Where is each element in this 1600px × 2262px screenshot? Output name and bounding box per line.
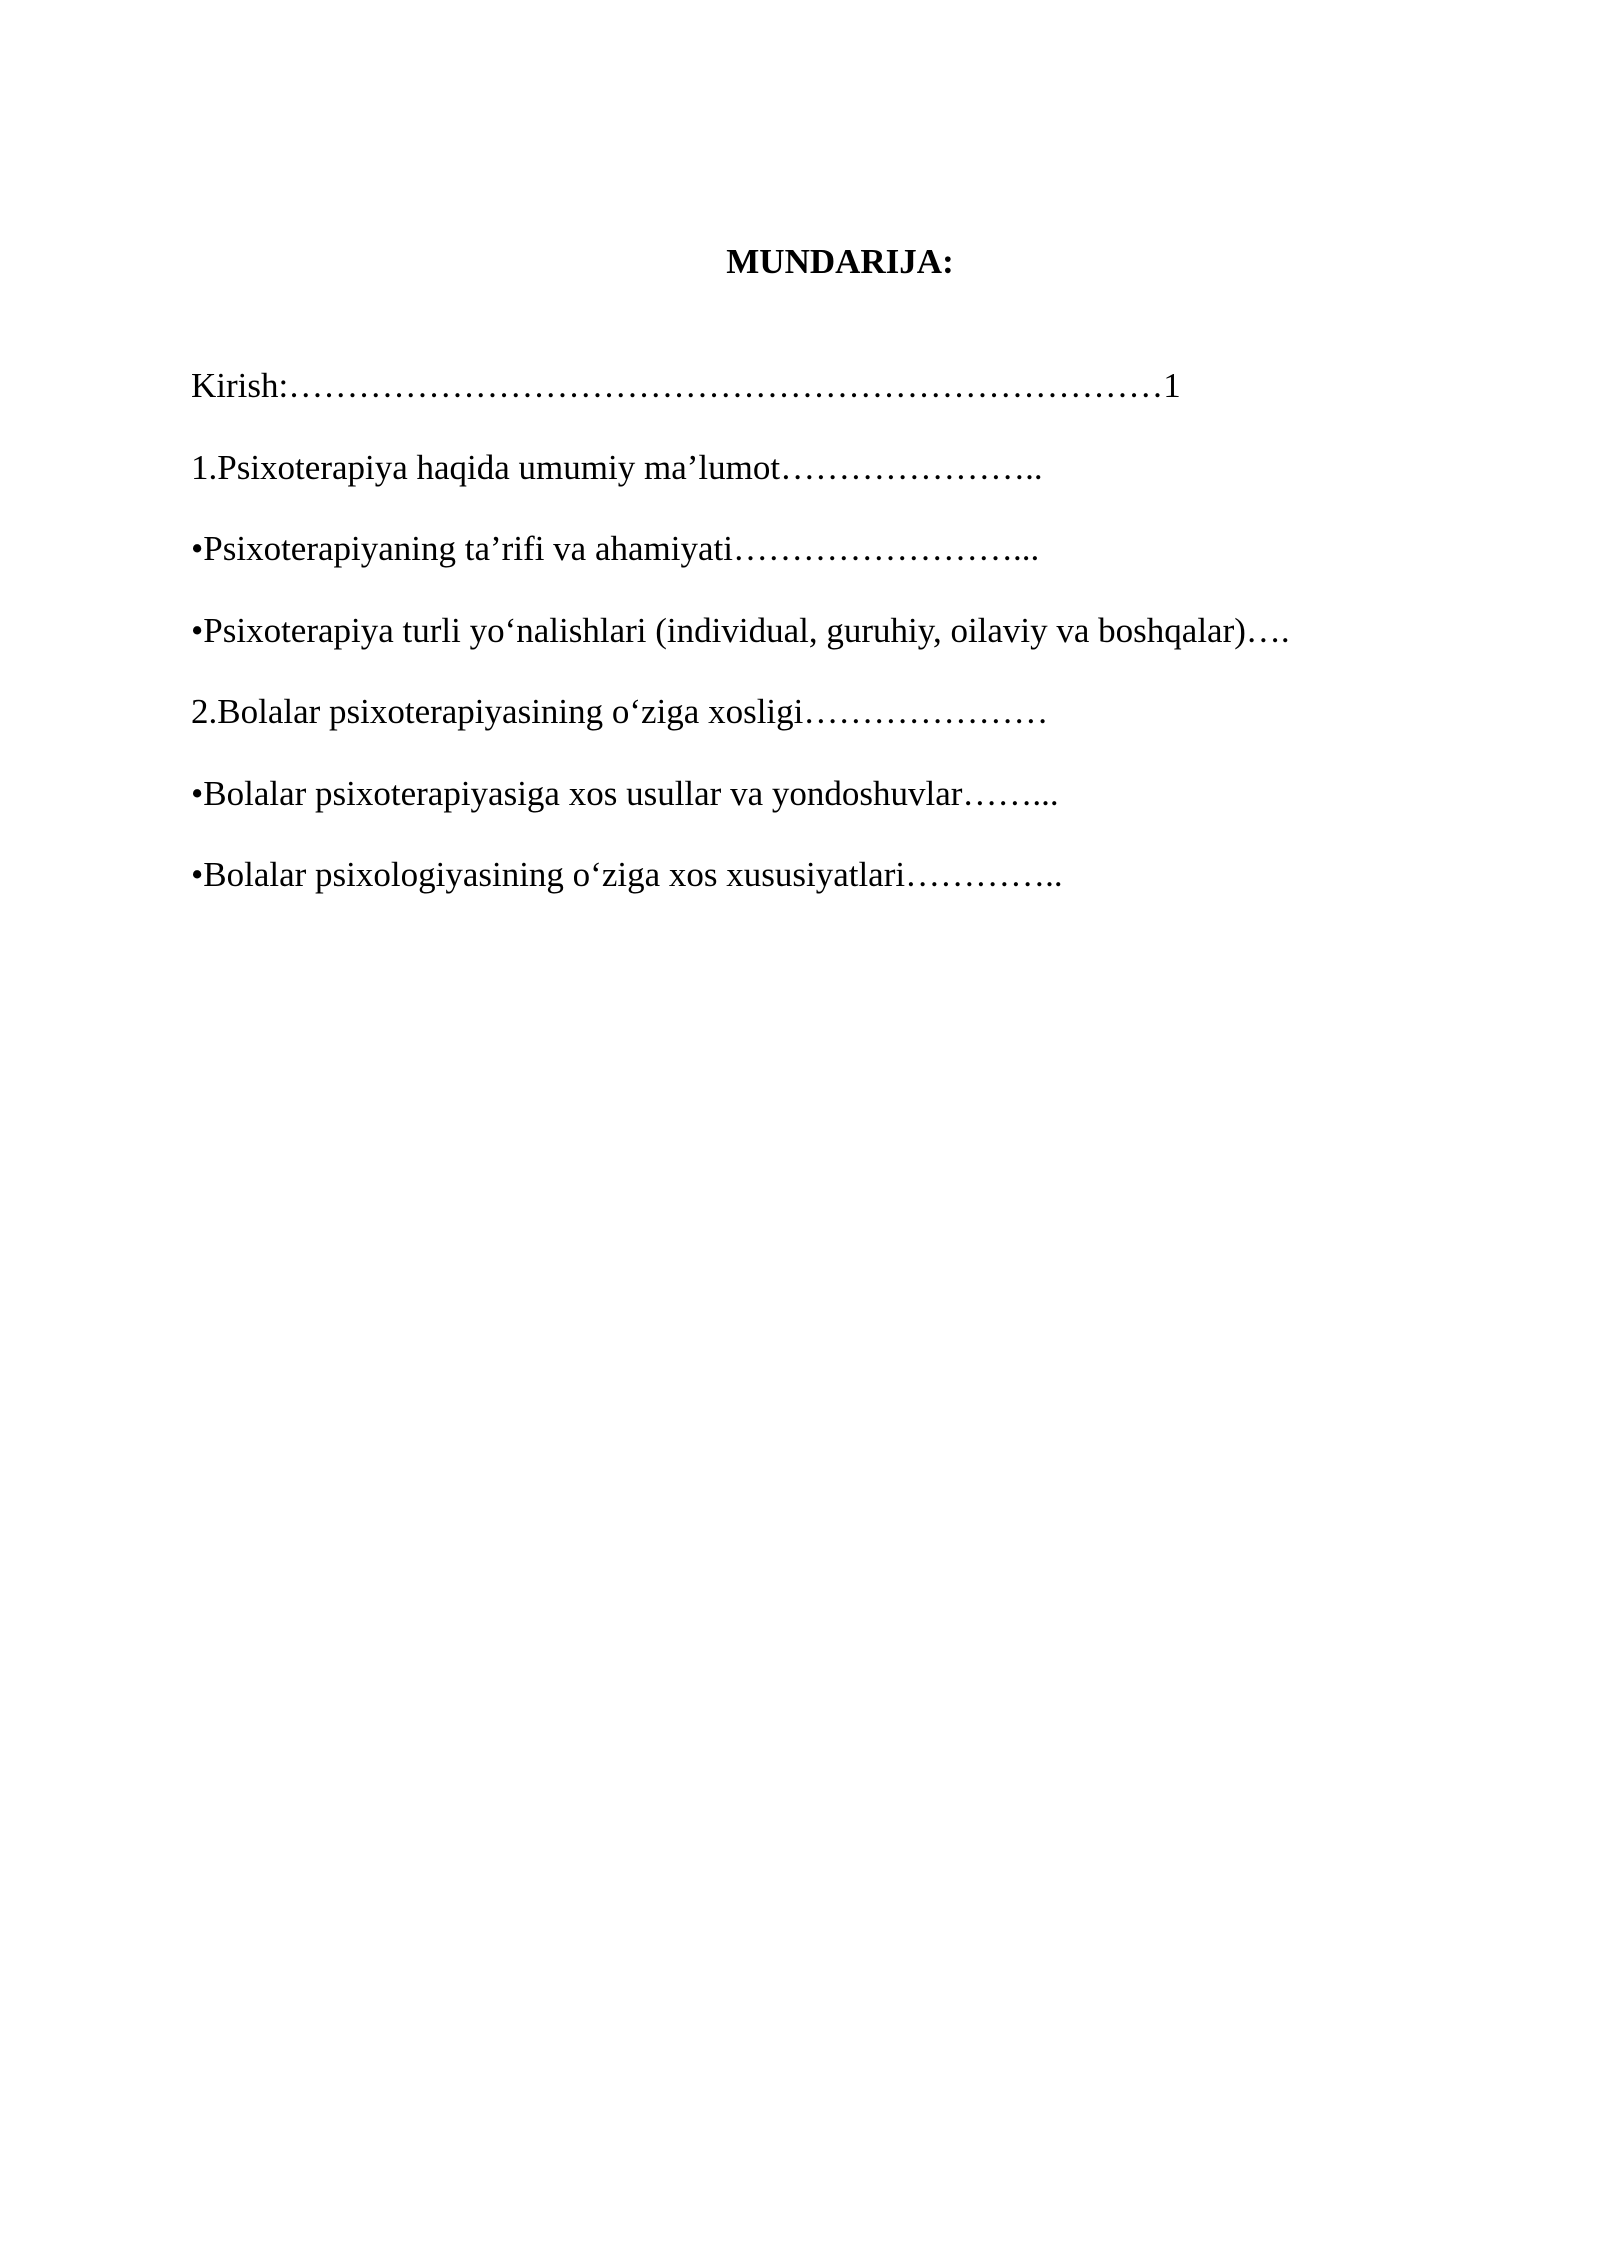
toc-entry-section-2: 2.Bolalar psixoterapiyasining o‘ziga xosligi………………… [191,692,1049,731]
toc-entry-definition: •Psixoterapiyaning ta’rifi va ahamiyati……………………... [191,529,1040,568]
table-of-contents [191,360,1451,931]
page-title: MUNDARIJA: [726,242,954,281]
toc-entry-introduction: Kirish:…………………………………………………………………1 [191,366,1181,405]
toc-entry-directions: •Psixoterapiya turli yo‘nalishlari (individual, guruhiy, oilaviy va boshqalar)…. [191,610,1290,650]
toc-entry-methods: •Bolalar psixoterapiyasiga xos usullar va yondoshuvlar……... [191,773,1059,813]
toc-entry-section-1: 1.Psixoterapiya haqida umumiy ma’lumot………………….. [191,447,1043,487]
toc-entry-features: •Bolalar psixologiyasining o‘ziga xos xususiyatlari………….. [191,855,1063,894]
